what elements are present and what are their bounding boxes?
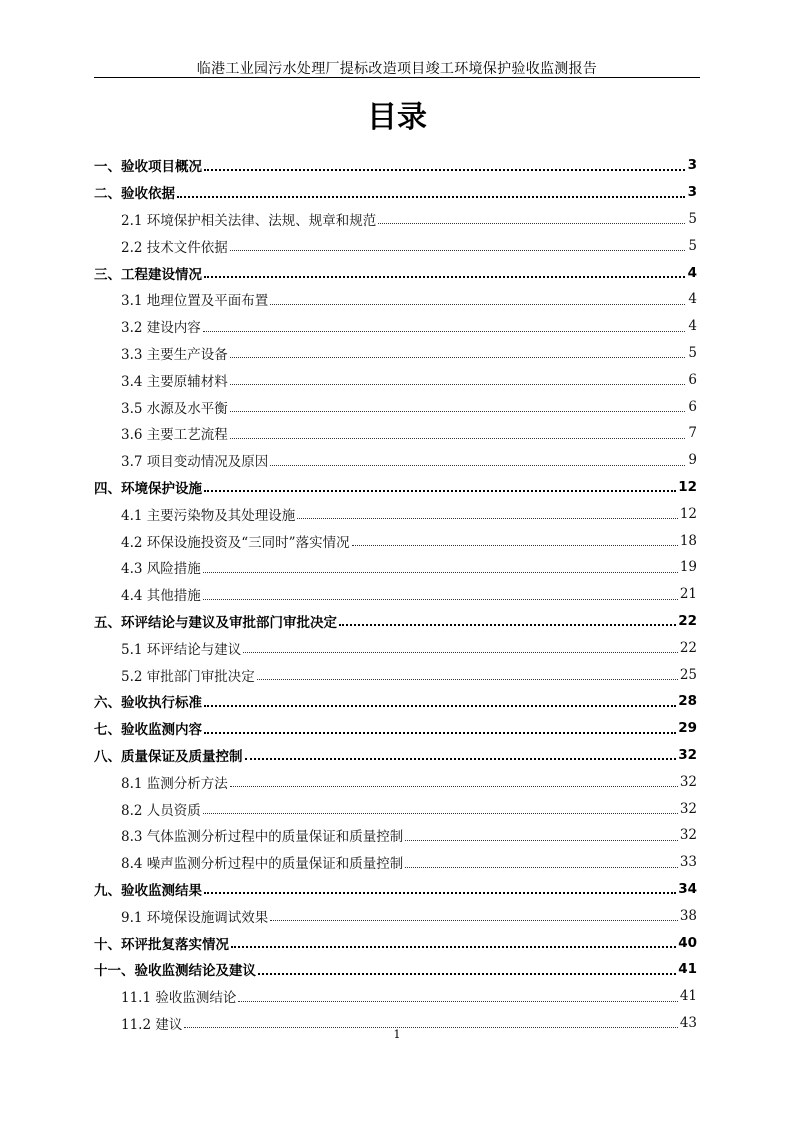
toc-entry-label: 8.2 人员资质 xyxy=(121,802,201,819)
dot-leader xyxy=(203,812,678,814)
toc-chapter-entry[interactable] xyxy=(94,688,697,715)
toc-entry-label: 二、验收依据 xyxy=(94,186,175,203)
toc-section-entry[interactable] xyxy=(94,206,697,233)
toc-section-entry[interactable] xyxy=(94,500,697,527)
toc-entry-label: 七、验收监测内容 xyxy=(94,722,202,739)
toc-entry-page: 29 xyxy=(678,720,697,737)
toc-entry-page: 3 xyxy=(687,184,697,201)
dot-leader xyxy=(230,437,685,439)
toc-entry-page: 18 xyxy=(679,532,697,549)
dot-leader xyxy=(270,303,685,305)
dot-leader xyxy=(238,1000,677,1002)
toc-entry-label: 五、环评结论与建议及审批部门审批决定 xyxy=(94,614,337,631)
dot-leader xyxy=(231,945,676,948)
toc-chapter-entry[interactable] xyxy=(94,152,697,179)
toc-section-entry[interactable] xyxy=(94,554,697,581)
dot-leader xyxy=(245,757,677,760)
dot-leader xyxy=(177,195,685,198)
toc-entry-label: 九、验收监测结果 xyxy=(94,882,202,899)
toc-entry-label: 2.2 技术文件依据 xyxy=(121,239,228,256)
toc-entry-label: 8.3 气体监测分析过程中的质量保证和质量控制 xyxy=(121,829,404,846)
toc-section-entry[interactable] xyxy=(94,527,697,554)
dot-leader xyxy=(270,464,685,466)
toc-section-entry[interactable] xyxy=(94,634,697,661)
toc-entry-page: 4 xyxy=(687,264,697,281)
dot-leader xyxy=(230,383,685,385)
toc-entry-page: 25 xyxy=(679,666,697,683)
toc-entry-label: 3.1 地理位置及平面布置 xyxy=(121,293,269,310)
dot-leader xyxy=(230,249,685,251)
toc-entry-label: 3.7 项目变动情况及原因 xyxy=(121,454,269,471)
toc-entry-page: 4 xyxy=(688,291,697,308)
toc-entry-label: 5.1 环评结论与建议 xyxy=(121,641,242,658)
toc-entry-page: 4 xyxy=(688,318,697,335)
toc-entry-page: 5 xyxy=(688,344,697,361)
toc-entry-label: 十、环评批复落实情况 xyxy=(94,936,229,953)
toc-entry-label: 3.2 建设内容 xyxy=(121,320,201,337)
toc-entry-label: 3.4 主要原辅材料 xyxy=(121,373,228,390)
toc-entry-label: 八、质量保证及质量控制 xyxy=(94,748,243,765)
toc-entry-page: 7 xyxy=(688,425,697,442)
toc-entry-label: 3.3 主要生产设备 xyxy=(121,346,228,363)
toc-entry-label: 2.1 环境保护相关法律、法规、规章和规范 xyxy=(121,212,377,229)
toc-section-entry[interactable] xyxy=(94,340,697,367)
toc-chapter-entry[interactable] xyxy=(94,259,697,286)
toc-section-entry[interactable] xyxy=(94,581,697,608)
toc-entry-label: 十一、验收监测结论及建议 xyxy=(94,963,256,980)
toc-entry-page: 12 xyxy=(679,505,697,522)
toc-entry-label: 4.4 其他措施 xyxy=(121,588,201,605)
dot-leader xyxy=(270,919,678,921)
toc-entry-page: 32 xyxy=(678,746,697,763)
toc-entry-page: 41 xyxy=(679,988,697,1005)
dot-leader xyxy=(405,839,678,841)
toc-entry-label: 一、验收项目概况 xyxy=(94,159,202,176)
toc-entry-label: 三、工程建设情况 xyxy=(94,266,202,283)
header-divider xyxy=(94,77,700,78)
toc-entry-label: 8.4 噪声监测分析过程中的质量保证和质量控制 xyxy=(121,856,404,873)
dot-leader xyxy=(258,972,676,975)
toc-section-entry[interactable] xyxy=(94,420,697,447)
toc-chapter-entry[interactable] xyxy=(94,715,697,742)
dot-leader xyxy=(230,410,685,412)
dot-leader xyxy=(243,651,678,653)
toc-entry-page: 32 xyxy=(679,800,697,817)
toc-chapter-entry[interactable] xyxy=(94,929,697,956)
toc-entry-page: 41 xyxy=(678,961,697,978)
toc-entry-page: 5 xyxy=(688,237,697,254)
toc-entry-page: 6 xyxy=(688,398,697,415)
toc-entry-label: 8.1 监测分析方法 xyxy=(121,775,228,792)
toc-entry-label: 5.2 审批部门审批决定 xyxy=(121,668,255,685)
dot-leader xyxy=(230,785,678,787)
toc-entry-page: 9 xyxy=(688,452,697,469)
toc-chapter-entry[interactable] xyxy=(94,179,697,206)
toc-section-entry[interactable] xyxy=(94,822,697,849)
toc-section-entry[interactable] xyxy=(94,232,697,259)
toc-section-entry[interactable] xyxy=(94,768,697,795)
dot-leader xyxy=(378,222,685,224)
dot-leader xyxy=(203,598,678,600)
toc-section-entry[interactable] xyxy=(94,447,697,474)
toc-entry-page: 19 xyxy=(679,559,697,576)
toc-entry-label: 3.5 水源及水平衡 xyxy=(121,400,228,417)
dot-leader xyxy=(230,356,685,358)
table-of-contents xyxy=(94,152,697,1036)
dot-leader xyxy=(257,678,678,680)
toc-section-entry[interactable] xyxy=(94,366,697,393)
dot-leader xyxy=(204,731,676,734)
toc-entry-page: 3 xyxy=(687,157,697,174)
toc-entry-page: 43 xyxy=(679,1014,697,1031)
toc-entry-page: 28 xyxy=(678,693,697,710)
toc-entry-label: 3.6 主要工艺流程 xyxy=(121,427,228,444)
toc-entry-page: 40 xyxy=(678,934,697,951)
toc-entry-page: 32 xyxy=(679,773,697,790)
toc-entry-page: 38 xyxy=(679,907,697,924)
toc-section-entry[interactable] xyxy=(94,393,697,420)
toc-entry-page: 32 xyxy=(679,827,697,844)
toc-entry-label: 11.2 建议 xyxy=(121,1016,183,1033)
dot-leader xyxy=(352,544,678,546)
dot-leader xyxy=(339,623,676,626)
toc-entry-label: 六、验收执行标准 xyxy=(94,695,202,712)
toc-entry-page: 5 xyxy=(688,210,697,227)
toc-section-entry[interactable] xyxy=(94,661,697,688)
dot-leader xyxy=(297,517,678,519)
toc-entry-label: 9.1 环境保设施调试效果 xyxy=(121,909,269,926)
toc-entry-page: 34 xyxy=(678,880,697,897)
toc-section-entry[interactable] xyxy=(94,902,697,929)
toc-entry-page: 12 xyxy=(678,478,697,495)
toc-entry-page: 22 xyxy=(679,639,697,656)
toc-chapter-entry[interactable] xyxy=(94,742,697,769)
dot-leader xyxy=(203,571,678,573)
dot-leader xyxy=(204,275,685,278)
dot-leader xyxy=(405,866,678,868)
dot-leader xyxy=(204,704,676,707)
toc-section-entry[interactable] xyxy=(94,795,697,822)
toc-chapter-entry[interactable] xyxy=(94,956,697,983)
toc-entry-label: 11.1 验收监测结论 xyxy=(121,990,237,1007)
toc-entry-label: 四、环境保护设施 xyxy=(94,480,202,497)
dot-leader xyxy=(204,489,676,492)
page-number: 1 xyxy=(393,1028,401,1041)
toc-entry-page: 33 xyxy=(679,854,697,871)
dot-leader xyxy=(203,330,685,332)
toc-chapter-entry[interactable] xyxy=(94,474,697,501)
toc-entry-page: 6 xyxy=(688,371,697,388)
toc-section-entry[interactable] xyxy=(94,313,697,340)
toc-section-entry[interactable] xyxy=(94,983,697,1010)
dot-leader xyxy=(204,891,676,894)
toc-chapter-entry[interactable] xyxy=(94,876,697,903)
page-title: 目录 xyxy=(367,100,427,135)
running-header: 临港工业园污水处理厂提标改造项目竣工环境保护验收监测报告 xyxy=(196,61,598,77)
toc-entry-page: 21 xyxy=(679,586,697,603)
toc-section-entry[interactable] xyxy=(94,286,697,313)
toc-entry-label: 4.3 风险措施 xyxy=(121,561,201,578)
toc-entry-label: 4.1 主要污染物及其处理设施 xyxy=(121,507,296,524)
toc-section-entry[interactable] xyxy=(94,849,697,876)
toc-entry-page: 22 xyxy=(678,612,697,629)
dot-leader xyxy=(204,168,685,171)
toc-entry-label: 4.2 环保设施投资及“三同时”落实情况 xyxy=(121,534,350,551)
toc-chapter-entry[interactable] xyxy=(94,608,697,635)
